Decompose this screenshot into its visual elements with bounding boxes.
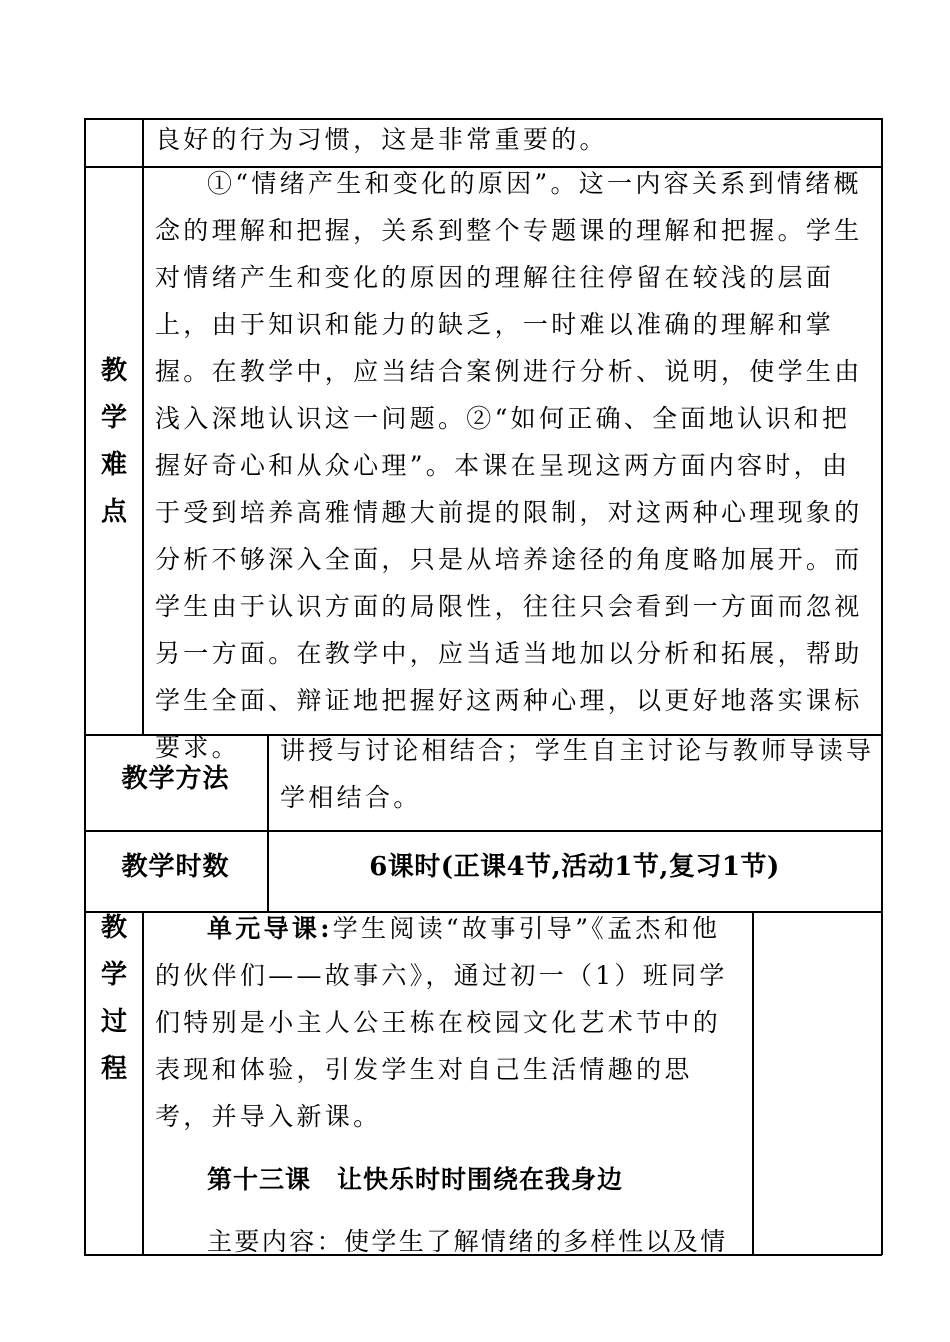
difficulty-label-char: 点 xyxy=(100,497,127,527)
border-notes-col xyxy=(752,911,754,1255)
method-label: 教学方法 xyxy=(121,764,230,794)
continuation-text: 良好的行为习惯，这是非常重要的。 xyxy=(155,125,608,154)
border-row3-bottom xyxy=(84,830,882,832)
difficulty-text: ①“情绪产生和变化的原因”。这一内容关系到情绪概念的理解和把握，关系到整个专题课的理解和把握。学生对情绪产生和变化的原因的理解往往停留在较浅的层面上，由于知识和能力的缺乏，一时难以准确的理解和掌握。在教学中，应当结合案例进行分析、说明，使学生由浅入深地认识这一问题。②“如何正确、全面地认识和把握好奇心和从众心理”。本课在呈现这两方面内容时，由于受到培养高雅情趣大前提的限制，对这两种心理现象的分析不够深入全面，只是从培养途径的角度略加展开。而学生由于认识方面的局限性，往往只会看到一方面而忽视另一方面。在教学中，应当适当地加以分析和拓展，帮助学生全面、辩证地把握好这两种心理，以更好地落实课标要求。 xyxy=(155,169,863,762)
process-label-char: 教 xyxy=(100,913,127,943)
unit-intro-paragraph xyxy=(155,905,745,1140)
hours-label: 教学时数 xyxy=(121,852,230,882)
difficulty-cell xyxy=(155,160,877,771)
continuation-cell xyxy=(155,116,875,163)
difficulty-label-char: 教 xyxy=(100,356,127,386)
lesson-title: 第十三课 让快乐时时围绕在我身边 xyxy=(207,1165,624,1194)
method-text: 讲授与讨论相结合；学生自主讨论与教师导读导学相结合。 xyxy=(280,736,875,812)
difficulty-label xyxy=(84,348,144,536)
method-cell xyxy=(280,727,876,821)
process-label-char: 程 xyxy=(100,1054,127,1084)
unit-intro-text: 学生阅读“故事引导”《孟杰和他的伙伴们——故事六》，通过初一（1）班同学们特别是小主人公王栋在校园文化艺术节中的表现和体验，引发学生对自己生活情趣的思考，并导入新课。 xyxy=(155,914,728,1131)
main-content-text: 主要内容：使学生了解情绪的多样性以及情 xyxy=(207,1227,728,1256)
process-cell xyxy=(155,905,745,1140)
process-label-char: 学 xyxy=(100,960,127,990)
process-label-char: 过 xyxy=(100,1007,127,1037)
unit-intro-label: 单元导课: xyxy=(207,914,333,943)
process-label xyxy=(84,905,144,1093)
hours-text: 6课时(正课4节,活动1节,复习1节) xyxy=(369,852,780,882)
difficulty-label-char: 学 xyxy=(100,403,127,433)
border-right xyxy=(881,118,883,1255)
difficulty-label-char: 难 xyxy=(100,450,127,480)
